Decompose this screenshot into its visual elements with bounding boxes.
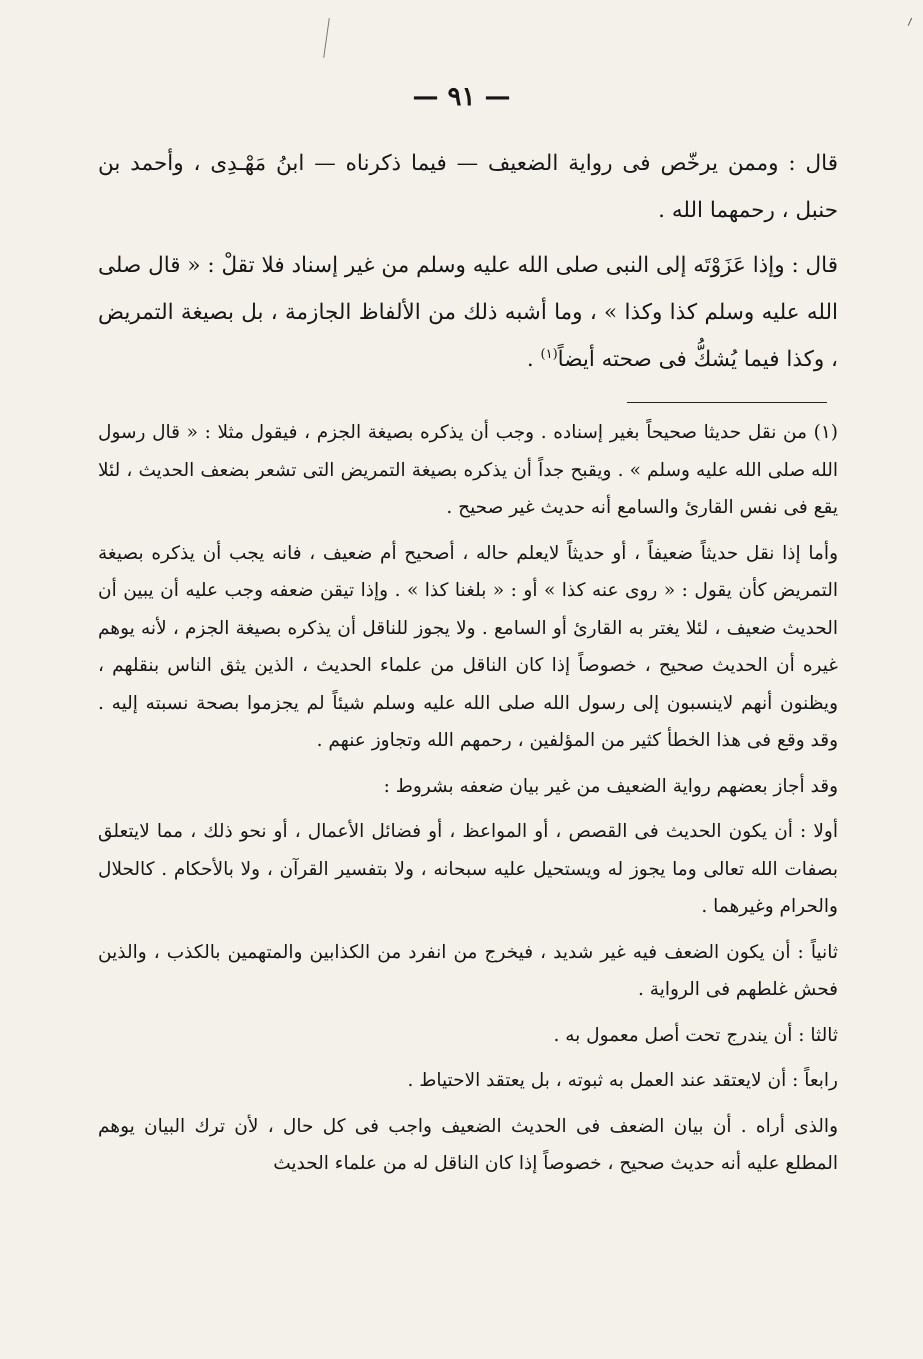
main-paragraph-2-text: قال : وإذا عَزَوْتَه إلى النبى صلى الله عليه وسلم من غير إسناد فلا تقلْ : « قال صلى الله عليه وسلم كذا وكذا » ، وما أشبه ذلك من الألفاظ الجازمة ، بل بصيغة التمريض ، وكذا فيما يُشكُّ فى صحته أيضاً	[98, 253, 838, 372]
footnote-separator	[627, 402, 827, 403]
footnote-paragraph-3: وقد أجاز بعضهم رواية الضعيف من غير بيان ضعفه بشروط :	[383, 775, 838, 797]
footnote-paragraph-2: وأما إذا نقل حديثاً ضعيفاً ، أو حديثاً لايعلم حاله ، أصحيح أم ضعيف ، فانه يجب أن يذكره بصيغة التمريض كأن يقول : « روى عنه كذا » أو : « بلغنا كذا » . وإذا تيقن ضعفه وجب عليه أن يبين أن الحديث ضعيف ، لئلا يغتر به القارئ أو السامع . ولا يجوز للناقل أن يذكره بصيغة الجزم ، لأنه يوهم غيره أن الحديث صحيح ، خصوصاً إذا كان الناقل من علماء الحديث ، الذين يثق الناس بنقلهم ، ويظنون أنهم لاينسبون إلى رسول الله صلى الله عليه وسلم شيئاً لم يجزموا بصحة نسبته إليه . وقد وقع فى هذا الخطأ كثير من المؤلفين ، رحمهم الله وتجاوز عنهم .	[98, 542, 838, 751]
main-paragraph-1: قال : وممن يرخّص فى رواية الضعيف — فيما ذكرناه — ابنُ مَهْـدِى ، وأحمد بن حنبل ، رحمهما الله .	[98, 151, 838, 223]
footnote-paragraph-8: والذى أراه . أن بيان الضعف فى الحديث الضعيف واجب فى كل حال ، لأن ترك البيان يوهم المطلع عليه أنه حديث صحيح ، خصوصاً إذا كان الناقل له من علماء الحديث	[98, 1115, 838, 1174]
footnote-reference: (١)	[540, 346, 558, 362]
footnote-paragraph-7: رابعاً : أن لايعتقد عند العمل به ثبوته ، بل يعتقد الاحتياط .	[407, 1070, 838, 1091]
footnote-paragraph-5: ثانياً : أن يكون الضعف فيه غير شديد ، فيخرج من انفرد من الكذابين والمتهمين بالكذب ، والذين فحش غلطهم فى الرواية .	[98, 941, 838, 1000]
top-pencil-tick	[323, 18, 330, 58]
main-paragraph-2	[98, 242, 838, 383]
footnote-paragraph-6: ثالثا : أن يندرج تحت أصل معمول به .	[553, 1024, 838, 1046]
corner-pencil-mark: ⸝	[900, 7, 917, 30]
page-number: — ٩١ —	[412, 82, 511, 112]
footnote-paragraph-1: (١) من نقل حديثا صحيحاً بغير إسناده . وجب أن يذكره بصيغة الجزم ، فيقول مثلا : « قال رسول الله صلى الله عليه وسلم » . ويقبح جداً أن يذكره بصيغة التمريض التى تشعر بضعف الحديث ، لئلا يقع فى نفس القارئ والسامع أنه حديث غير صحيح .	[98, 422, 838, 518]
footnote-paragraph-4: أولا : أن يكون الحديث فى القصص ، أو المواعظ ، أو فضائل الأعمال ، أو نحو ذلك ، مما لايتعلق بصفات الله تعالى وما يجوز له ويستحيل عليه سبحانه ، ولا بتفسير القرآن ، ولا بالأحكام . كالحلال والحرام وغيرهما .	[98, 821, 838, 917]
main-text	[98, 140, 838, 391]
main-paragraph-2-end: .	[526, 347, 541, 372]
footnote-text	[98, 414, 838, 1191]
